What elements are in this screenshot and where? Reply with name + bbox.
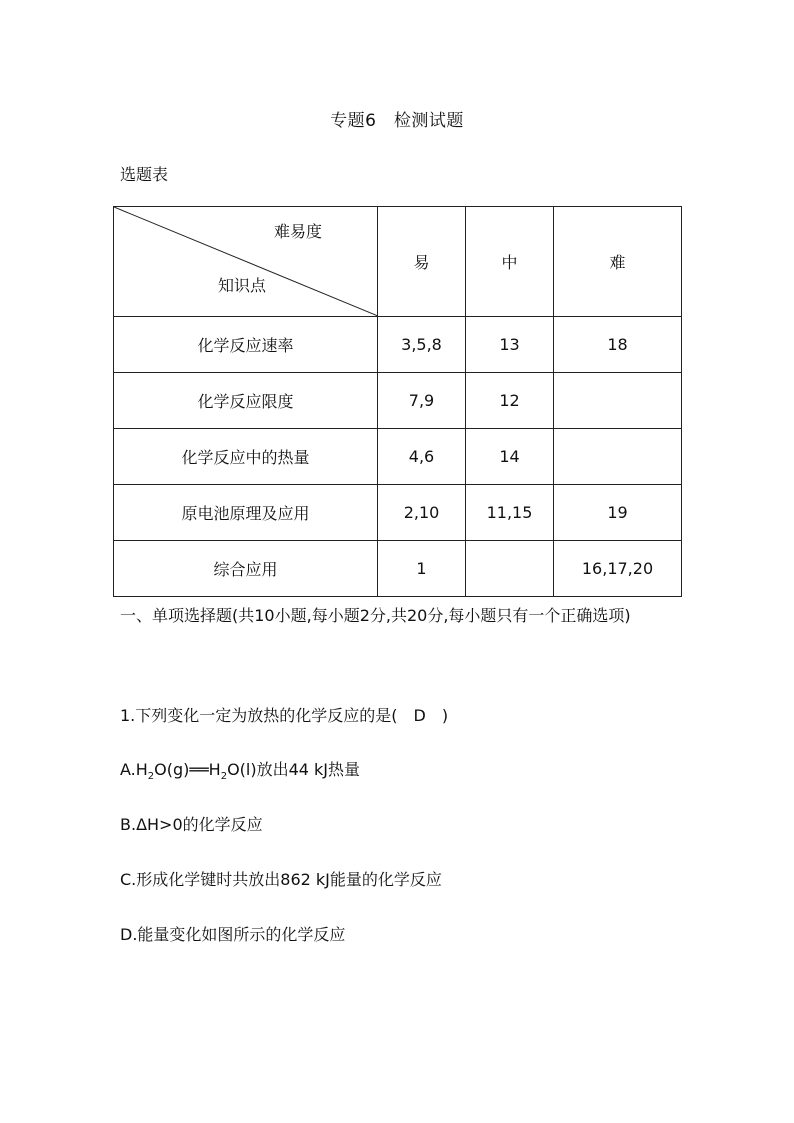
easy-cell: 1 [378,541,466,597]
option-a-subscript-2: 2 [220,771,228,783]
option-a [120,751,690,796]
option-a-tail: O(l)放出44 kJ热量 [227,760,361,779]
table-row [114,373,682,429]
column-header-hard: 难 [554,207,682,317]
diagonal-line [114,207,378,316]
hard-cell [554,373,682,429]
hard-cell [554,429,682,485]
table-row [114,429,682,485]
topic-cell: 化学反应中的热量 [114,429,378,485]
table-row [114,317,682,373]
option-c: C.形成化学键时共放出862 kJ能量的化学反应 [120,870,442,889]
medium-cell: 11,15 [466,485,554,541]
table-caption: 选题表 [120,165,169,184]
knowledge-point-label: 知识点 [218,276,267,295]
diagonal-header-cell [114,207,378,317]
easy-cell: 3,5,8 [378,317,466,373]
easy-cell: 2,10 [378,485,466,541]
table-header-row [114,207,682,317]
option-b: B.ΔH>0的化学反应 [120,815,263,834]
medium-cell: 12 [466,373,554,429]
topic-cell: 化学反应限度 [114,373,378,429]
hard-cell: 18 [554,317,682,373]
section-heading: 一、单项选择题(共10小题,每小题2分,共20分,每小题只有一个正确选项) [120,606,631,625]
medium-cell: 13 [466,317,554,373]
option-a-product-h: H [208,760,221,779]
easy-cell: 7,9 [378,373,466,429]
medium-cell: 14 [466,429,554,485]
option-a-reactant-state: O(g) [154,760,190,779]
hard-cell: 16,17,20 [554,541,682,597]
column-header-easy: 易 [378,207,466,317]
difficulty-label: 难易度 [274,222,323,241]
page-title: 专题6 检测试题 [330,111,464,131]
medium-cell [466,541,554,597]
topic-difficulty-table [113,206,682,597]
option-a-subscript-1: 2 [147,771,155,783]
question-stem: 1.下列变化一定为放热的化学反应的是( D ) [120,706,449,725]
table-row [114,541,682,597]
equation-arrow: ══ [189,760,209,779]
column-header-medium: 中 [466,207,554,317]
hard-cell: 19 [554,485,682,541]
option-a-prefix: A.H [120,760,148,779]
topic-cell: 化学反应速率 [114,317,378,373]
topic-cell: 原电池原理及应用 [114,485,378,541]
topic-cell: 综合应用 [114,541,378,597]
easy-cell: 4,6 [378,429,466,485]
option-d: D.能量变化如图所示的化学反应 [120,925,346,944]
table-row [114,485,682,541]
